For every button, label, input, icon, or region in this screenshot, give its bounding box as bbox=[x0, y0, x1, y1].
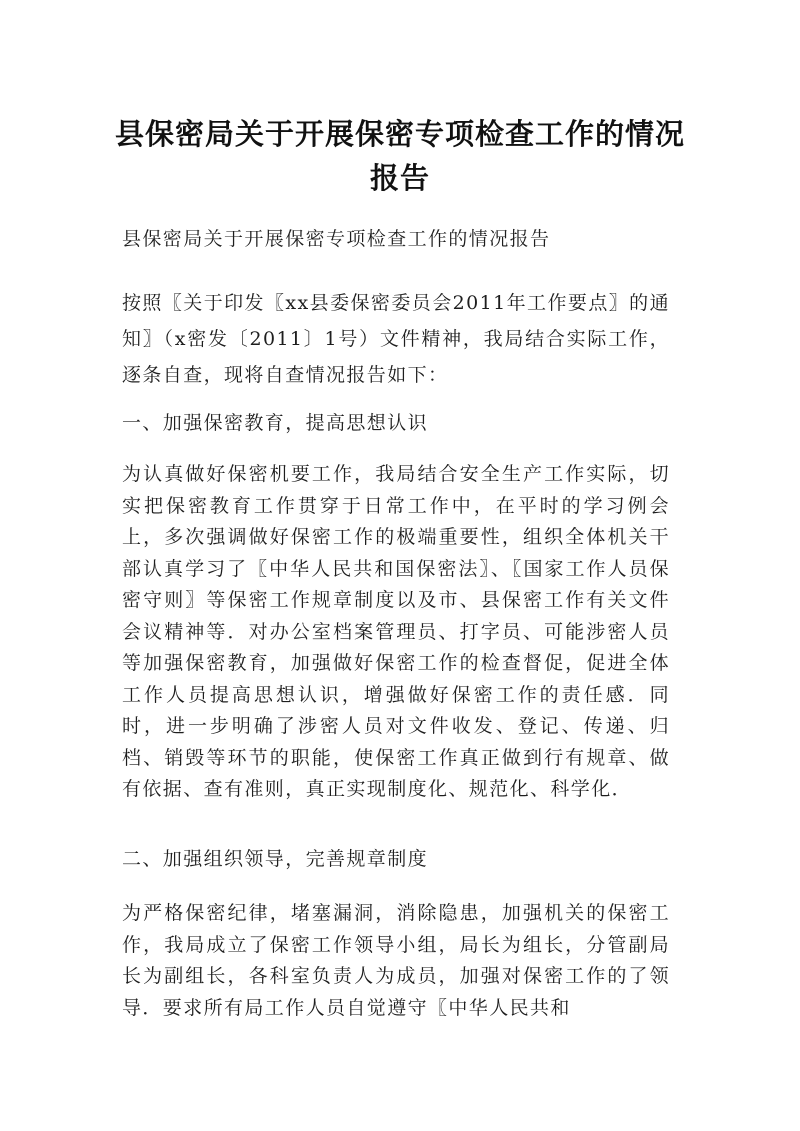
section-heading-2: 二、加强组织领导，完善规章制度 bbox=[122, 848, 429, 870]
section-body-2: 为严格保密纪律，堵塞漏洞，消除隐患，加强机关的保密工作，我局成立了保密工作领导小组，局长为组长，分管副局长为副组长，各科室负责人为成员，加强对保密工作的了领导．要求所有局工作人员自觉遵守〖中华人民共和 bbox=[122, 902, 670, 1019]
section-heading-1: 一、加强保密教育，提高思想认识 bbox=[122, 412, 429, 434]
section-body-1: 为认真做好保密机要工作，我局结合安全生产工作实际，切实把保密教育工作贯穿于日常工作中，在平时的学习例会上，多次强调做好保密工作的极端重要性，组织全体机关干部认真学习了〖中华人民共和国保密法〗、〖国家工作人员保密守则〗等保密工作规章制度以及市、县保密工作有关文件会议精神等．对办公室档案管理员、打字员、可能涉密人员等加强保密教育，加强做好保密工作的检查督促，促进全体工作人员提高思想认识，增强做好保密工作的责任感．同时，进一步明确了涉密人员对文件收发、登记、传递、归档、销毁等环节的职能，使保密工作真正做到行有规章、做有依据、查有准则，真正实现制度化、规范化、科学化． bbox=[122, 463, 670, 800]
document-title: 县保密局关于开展保密专项检查工作的情况报告 bbox=[114, 117, 685, 195]
document-subtitle: 县保密局关于开展保密专项检查工作的情况报告 bbox=[122, 228, 551, 250]
intro-paragraph: 按照〖关于印发〖xx县委保密委员会2011年工作要点〗的通知〗（x密发〔2011〕1号）文件精神，我局结合实际工作，逐条自查，现将自查情况报告如下： bbox=[122, 292, 670, 386]
